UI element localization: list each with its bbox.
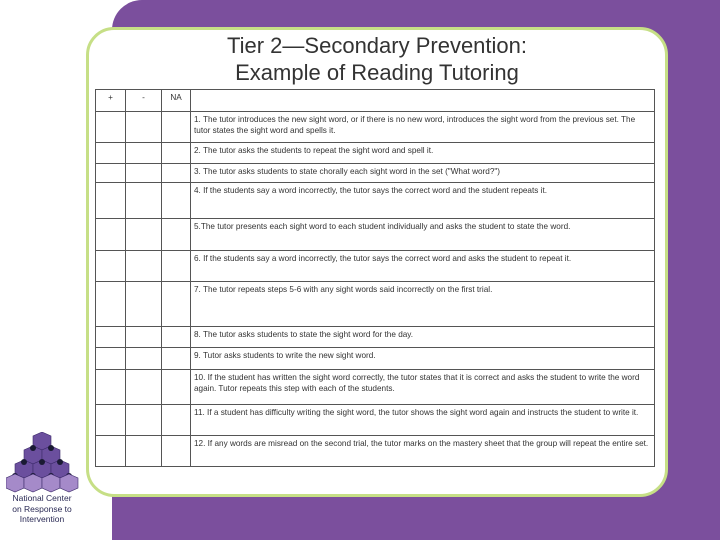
- minus-cell: [126, 327, 162, 348]
- table-row: [96, 348, 655, 370]
- na-cell: [162, 112, 191, 143]
- logo-line-2: on Response to: [12, 503, 72, 514]
- table-row: [96, 405, 655, 436]
- minus-cell: [126, 348, 162, 370]
- na-cell: [162, 143, 191, 164]
- na-cell: [162, 327, 191, 348]
- step-text: 2. The tutor asks the students to repeat the sight word and spell it.: [191, 143, 655, 164]
- table-row: [96, 219, 655, 251]
- na-cell: [162, 370, 191, 405]
- table-body: [96, 112, 655, 467]
- plus-cell: [96, 112, 126, 143]
- logo-organization-name: [0, 493, 84, 525]
- minus-cell: [126, 164, 162, 183]
- header-description: [191, 90, 655, 112]
- minus-cell: [126, 405, 162, 436]
- na-cell: [162, 436, 191, 467]
- minus-cell: [126, 219, 162, 251]
- na-cell: [162, 219, 191, 251]
- header-minus: -: [126, 90, 162, 112]
- logo-line-3: Intervention: [19, 514, 65, 524]
- table-row: [96, 251, 655, 282]
- step-text: 9. Tutor asks students to write the new sight word.: [191, 348, 655, 370]
- minus-cell: [126, 143, 162, 164]
- table-row: [96, 143, 655, 164]
- minus-cell: [126, 370, 162, 405]
- step-text: 11. If a student has difficulty writing the sight word, the tutor shows the sight word again and instructs the student to write it.: [191, 405, 655, 436]
- header-na: NA: [162, 90, 191, 112]
- plus-cell: [96, 405, 126, 436]
- plus-cell: [96, 251, 126, 282]
- na-cell: [162, 183, 191, 219]
- table-row: [96, 327, 655, 348]
- table-header-row: [96, 90, 655, 112]
- na-cell: [162, 251, 191, 282]
- na-cell: [162, 164, 191, 183]
- plus-cell: [96, 327, 126, 348]
- na-cell: [162, 282, 191, 327]
- tutoring-steps-table: [95, 89, 655, 467]
- minus-cell: [126, 282, 162, 327]
- step-text: 12. If any words are misread on the second trial, the tutor marks on the mastery sheet that the group will repeat the entire set.: [191, 436, 655, 467]
- table-row: [96, 370, 655, 405]
- plus-cell: [96, 370, 126, 405]
- minus-cell: [126, 112, 162, 143]
- step-text: 6. If the students say a word incorrectly, the tutor says the correct word and asks the student to repeat it.: [191, 251, 655, 282]
- logo-line-1: National Center: [12, 493, 72, 503]
- header-plus: +: [96, 90, 126, 112]
- plus-cell: [96, 282, 126, 327]
- plus-cell: [96, 143, 126, 164]
- minus-cell: [126, 436, 162, 467]
- table-row: [96, 112, 655, 143]
- table-row: [96, 164, 655, 183]
- step-text: 8. The tutor asks students to state the sight word for the day.: [191, 327, 655, 348]
- table-row: [96, 183, 655, 219]
- title-line-1: Tier 2—Secondary Prevention:: [227, 33, 527, 58]
- slide-title: [86, 32, 668, 86]
- minus-cell: [126, 183, 162, 219]
- na-cell: [162, 348, 191, 370]
- minus-cell: [126, 251, 162, 282]
- table-row: [96, 436, 655, 467]
- step-text: 10. If the student has written the sight word correctly, the tutor states that it is correct and asks the student to write the word again. Tutor repeats this step with each of the students.: [191, 370, 655, 405]
- plus-cell: [96, 219, 126, 251]
- table-row: [96, 282, 655, 327]
- plus-cell: [96, 348, 126, 370]
- plus-cell: [96, 164, 126, 183]
- step-text: 4. If the students say a word incorrectly, the tutor says the correct word and the student repeats it.: [191, 183, 655, 219]
- plus-cell: [96, 183, 126, 219]
- step-text: 3. The tutor asks students to state chorally each sight word in the set ("What word?"): [191, 164, 655, 183]
- step-text: 5.The tutor presents each sight word to each student individually and asks the student to state the word.: [191, 219, 655, 251]
- step-text: 7. The tutor repeats steps 5-6 with any sight words said incorrectly on the first trial.: [191, 282, 655, 327]
- na-cell: [162, 405, 191, 436]
- step-text: 1. The tutor introduces the new sight word, or if there is no new word, introduces the sight word from the previous set. The tutor states the sight word and spells it.: [191, 112, 655, 143]
- title-line-2: Example of Reading Tutoring: [235, 60, 519, 85]
